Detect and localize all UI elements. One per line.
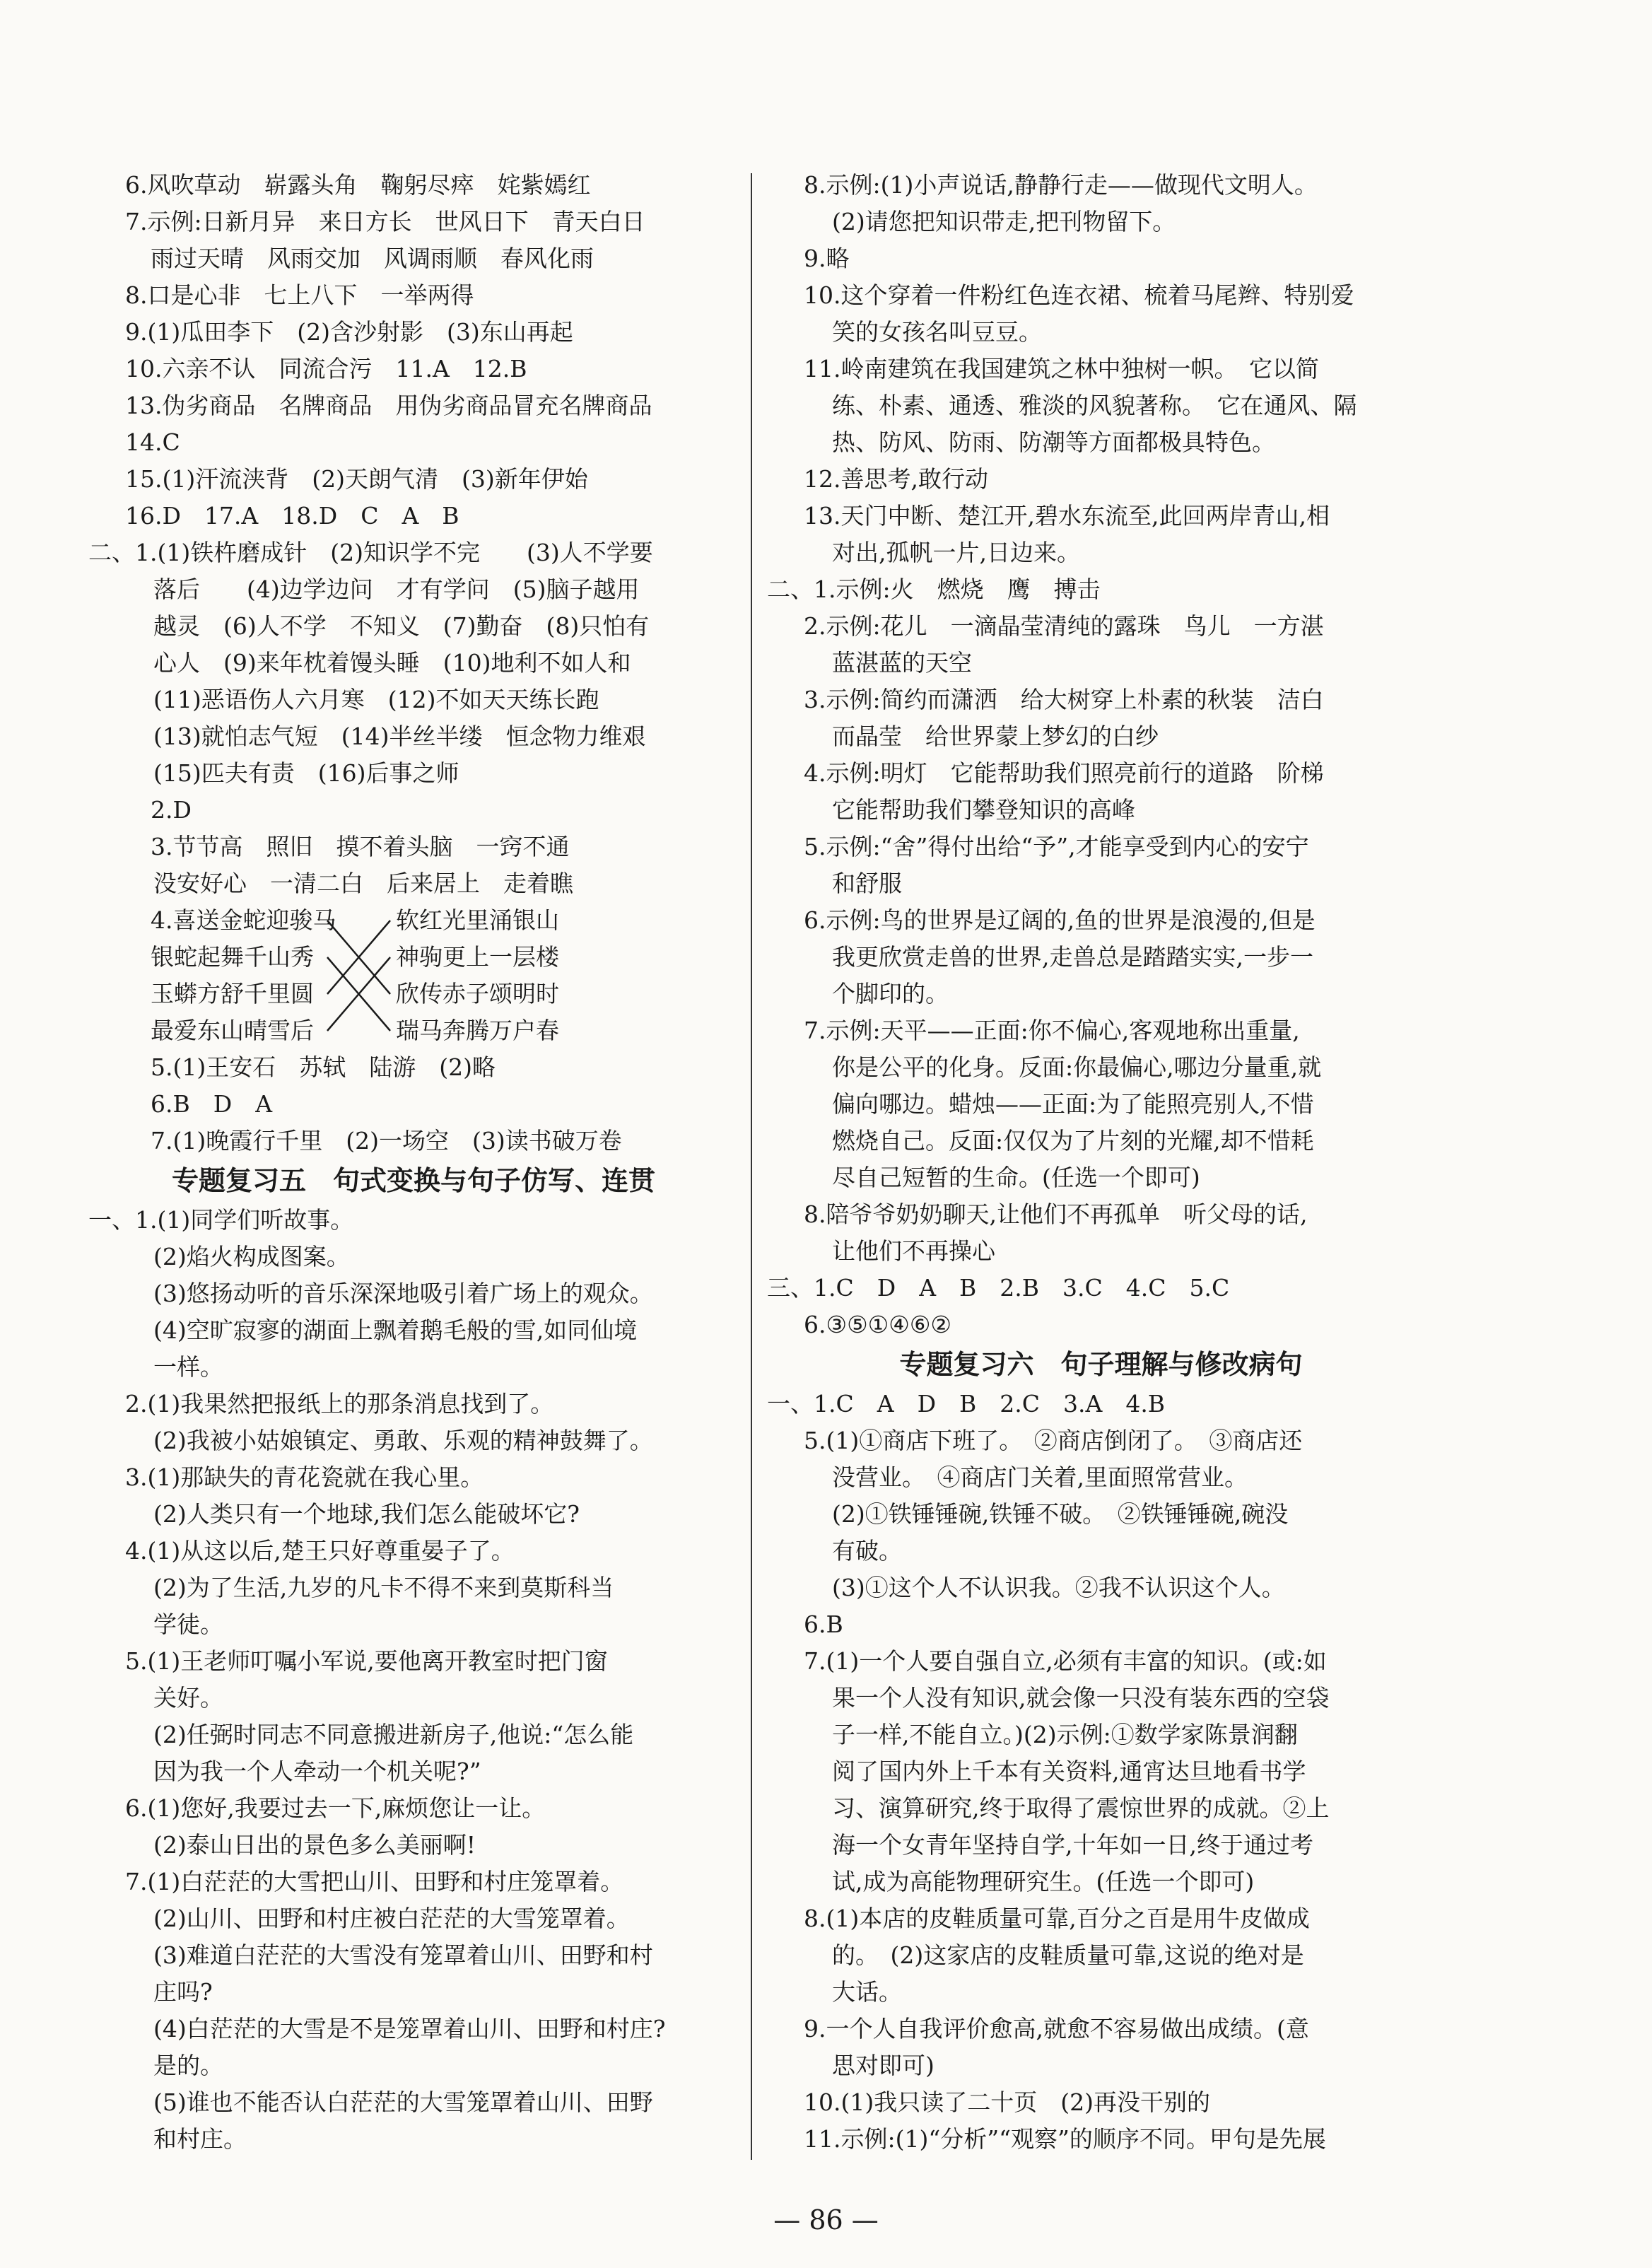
answer-line: 是的。 (153, 2052, 223, 2079)
answer-line: 13.伪劣商品 名牌商品 用伪劣商品冒充名牌商品 (125, 392, 652, 419)
answer-line: (2)人类只有一个地球,我们怎么能破坏它? (153, 1500, 580, 1528)
answer-line: 和村庄。 (153, 2125, 247, 2153)
answer-line: 9.(1)瓜田李下 (2)含沙射影 (3)东山再起 (125, 318, 573, 346)
answer-line: 3.节节高 照旧 摸不着头脑 一窍不通 (151, 833, 570, 860)
answer-line: (2)①铁锤锤碗,铁锤不破。 ②铁锤锤碗,碗没 (832, 1500, 1289, 1528)
answer-line: 4.示例:明灯 它能帮助我们照亮前行的道路 阶梯 (804, 759, 1324, 787)
answer-line: 子一样,不能自立。)(2)示例:①数学家陈景润翻 (832, 1721, 1298, 1748)
answer-line: (5)谁也不能否认白茫茫的大雪笼罩着山川、田野 (153, 2088, 653, 2116)
matching-right-list (396, 902, 559, 1049)
answer-line: 6.(1)您好,我要过去一下,麻烦您让一让。 (125, 1794, 546, 1822)
answer-line: 热、防风、防雨、防潮等方面都极具特色。 (832, 428, 1275, 456)
answer-line: (4)白茫茫的大雪是不是笼罩着山川、田野和村庄? (153, 2015, 666, 2042)
answer-line: 偏向哪边。蜡烛——正面:为了能照亮别人,不惜 (832, 1090, 1314, 1118)
answer-line: (2)泰山日出的景色多么美丽啊! (153, 1831, 476, 1859)
answer-line: 6.风吹草动 崭露头角 鞠躬尽瘁 姹紫嫣红 (125, 171, 591, 199)
answer-line: 越灵 (6)人不学 不知义 (7)勤奋 (8)只怕有 (153, 612, 650, 640)
answer-line: 学徒。 (153, 1611, 223, 1638)
couplet-matching (88, 902, 739, 1049)
answer-line: 2.(1)我果然把报纸上的那条消息找到了。 (125, 1390, 554, 1418)
answer-line: 12.善思考,敢行动 (804, 465, 988, 493)
section-heading-5: 专题复习五 句式变换与句子仿写、连贯 (171, 1165, 655, 1196)
left-column (88, 167, 739, 2158)
answer-line: (11)恶语伤人六月寒 (12)不如天天练长跑 (153, 686, 599, 713)
answer-line: 和舒服 (832, 870, 902, 897)
answer-line: 13.天门中断、楚江开,碧水东流至,此回两岸青山,相 (804, 502, 1330, 530)
answer-line: 落后 (4)边学边问 才有学问 (5)脑子越用 (153, 575, 640, 603)
answer-line: (2)焰火构成图案。 (153, 1243, 350, 1270)
answer-line: 因为我一个人牵动一个机关呢?” (153, 1758, 481, 1785)
answer-line: 关好。 (153, 1684, 223, 1712)
answer-line: (2)为了生活,九岁的凡卡不得不来到莫斯科当 (153, 1574, 614, 1601)
answer-line: 它能帮助我们攀登知识的高峰 (832, 796, 1135, 824)
answer-line: (3)①这个人不认识我。②我不认识这个人。 (832, 1574, 1285, 1601)
answer-line: (3)难道白茫茫的大雪没有笼罩着山川、田野和村 (153, 1941, 653, 1969)
answer-line: 庄吗? (153, 1978, 213, 2006)
answer-line: 练、朴素、通透、雅淡的风貌著称。 它在通风、隔 (832, 392, 1357, 419)
answer-line: (2)请您把知识带走,把刊物留下。 (832, 208, 1176, 235)
answer-line: 7.(1)晚霞行千里 (2)一场空 (3)读书破万卷 (151, 1127, 622, 1155)
question-number: 4. (151, 906, 173, 934)
answer-line: 6.③⑤①④⑥② (804, 1311, 951, 1338)
answer-line: 阅了国内外上千本有关资料,通宵达旦地看书学 (832, 1758, 1306, 1785)
answer-line: 8.陪爷爷奶奶聊天,让他们不再孤单 听父母的话, (804, 1200, 1308, 1228)
matching-left-item: 玉蟒方舒千里圆 (151, 980, 314, 1007)
answer-line: 8.口是心非 七上八下 一举两得 (125, 281, 474, 309)
answer-line: 二、1.示例:火 燃烧 鹰 搏击 (767, 575, 1101, 603)
answer-line: 一样。 (153, 1353, 223, 1381)
answer-line: 二、1.(1)铁杵磨成针 (2)知识学不完 (3)人不学要 (88, 539, 653, 566)
answer-line: 7.(1)一个人要自强自立,必须有丰富的知识。(或:如 (804, 1647, 1327, 1675)
answer-line: 而晶莹 给世界蒙上梦幻的白纱 (832, 723, 1159, 750)
answer-line: 3.(1)那缺失的青花瓷就在我心里。 (125, 1463, 484, 1491)
answer-line: 15.(1)汗流浃背 (2)天朗气清 (3)新年伊始 (125, 465, 588, 493)
answer-line: 7.示例:天平——正面:你不偏心,客观地称出重量, (804, 1017, 1300, 1044)
answer-line: 10.这个穿着一件粉红色连衣裙、梳着马尾辫、特别爱 (804, 281, 1354, 309)
matching-right-item: 欣传赤子颂明时 (396, 980, 559, 1007)
section-heading-6: 专题复习六 句子理解与修改病句 (899, 1349, 1303, 1380)
answer-line: 6.B D A (151, 1090, 273, 1118)
answer-line: 心人 (9)来年枕着馒头睡 (10)地利不如人和 (153, 649, 631, 677)
answer-line: 蓝湛蓝的天空 (832, 649, 972, 677)
answer-line: 5.(1)王安石 苏轼 陆游 (2)略 (151, 1053, 496, 1081)
answer-line: 没营业。 ④商店门关着,里面照常营业。 (832, 1463, 1248, 1491)
answer-line: 有破。 (832, 1537, 902, 1565)
answer-line: 没安好心 一清二白 后来居上 走着瞧 (153, 870, 573, 897)
matching-right-item: 软红光里涌银山 (396, 906, 559, 934)
matching-left-item: 银蛇起舞千山秀 (151, 943, 314, 971)
answer-line: 试,成为高能物理研究生。(任选一个即可) (832, 1868, 1255, 1895)
answer-line: 9.一个人自我评价愈高,就愈不容易做出成绩。(意 (804, 2015, 1309, 2042)
answer-line: 习、演算研究,终于取得了震惊世界的成就。②上 (832, 1794, 1330, 1822)
answer-line: 5.示例:“舍”得付出给“予”,才能享受到内心的安宁 (804, 833, 1309, 860)
answer-line: 雨过天晴 风雨交加 风调雨顺 春风化雨 (151, 245, 594, 272)
answer-line: 大话。 (832, 1978, 902, 2006)
matching-left-item: 最爱东山晴雪后 (151, 1017, 314, 1044)
answer-line: (2)我被小姑娘镇定、勇敢、乐观的精神鼓舞了。 (153, 1427, 653, 1454)
answer-line: 三、1.C D A B 2.B 3.C 4.C 5.C (767, 1274, 1230, 1302)
right-column (767, 167, 1435, 2158)
answer-line: (2)山川、田野和村庄被白茫茫的大雪笼罩着。 (153, 1905, 630, 1932)
answer-line: 6.B (804, 1611, 843, 1638)
matching-lines (322, 902, 396, 1049)
answer-line: 6.示例:鸟的世界是辽阔的,鱼的世界是浪漫的,但是 (804, 906, 1316, 934)
answer-line: 我更欣赏走兽的世界,走兽总是踏踏实实,一步一 (832, 943, 1313, 971)
answer-line: 7.(1)白茫茫的大雪把山川、田野和村庄笼罩着。 (125, 1868, 624, 1895)
answer-line: 7.示例:日新月异 来日方长 世风日下 青天白日 (125, 208, 645, 235)
answer-line: 3.示例:简约而潇洒 给大树穿上朴素的秋装 洁白 (804, 686, 1324, 713)
answer-line: 9.略 (804, 245, 850, 272)
answer-line: (13)就怕志气短 (14)半丝半缕 恒念物力维艰 (153, 723, 646, 750)
answer-line: 16.D 17.A 18.D C A B (125, 502, 459, 530)
answer-line: 个脚印的。 (832, 980, 949, 1007)
answer-line: 14.C (125, 428, 180, 456)
answer-line: 4.(1)从这以后,楚王只好尊重晏子了。 (125, 1537, 515, 1565)
answer-line: 尽自己短暂的生命。(任选一个即可) (832, 1164, 1200, 1191)
answer-line: 10.六亲不认 同流合污 11.A 12.B (125, 355, 527, 382)
column-divider (751, 173, 752, 2160)
answer-line: 11.示例:(1)“分析”“观察”的顺序不同。甲句是先展 (804, 2125, 1326, 2153)
page-number: — 86 — (773, 2204, 879, 2235)
answer-line: 你是公平的化身。反面:你最偏心,哪边分量重,就 (832, 1053, 1322, 1081)
answer-line: (15)匹夫有责 (16)后事之师 (153, 759, 459, 787)
answer-line: 8.(1)本店的皮鞋质量可靠,百分之百是用牛皮做成 (804, 1905, 1310, 1932)
answer-line: (4)空旷寂寥的湖面上飘着鹅毛般的雪,如同仙境 (153, 1316, 638, 1344)
answer-line: 海一个女青年坚持自学,十年如一日,终于通过考 (832, 1831, 1313, 1859)
answer-line: 一、1.C A D B 2.C 3.A 4.B (767, 1390, 1166, 1418)
answer-line: 燃烧自己。反面:仅仅为了片刻的光耀,却不惜耗 (832, 1127, 1314, 1155)
answer-line: 让他们不再操心 (832, 1237, 995, 1265)
matching-right-item: 瑞马奔腾万户春 (396, 1017, 559, 1044)
answer-line: 10.(1)我只读了二十页 (2)再没干别的 (804, 2088, 1210, 2116)
answer-line: (2)任弼时同志不同意搬进新房子,他说:“怎么能 (153, 1721, 634, 1748)
matching-right-item: 神驹更上一层楼 (396, 943, 559, 971)
answer-line: 5.(1)①商店下班了。 ②商店倒闭了。 ③商店还 (804, 1427, 1303, 1454)
matching-left-item: 4.喜送金蛇迎骏马 (151, 906, 336, 934)
answer-line: (3)悠扬动听的音乐深深地吸引着广场上的观众。 (153, 1280, 653, 1307)
answer-line: 5.(1)王老师叮嘱小军说,要他离开教室时把门窗 (125, 1647, 608, 1675)
answer-line: 2.示例:花儿 一滴晶莹清纯的露珠 鸟儿 一方湛 (804, 612, 1324, 640)
answer-line: 的。 (2)这家店的皮鞋质量可靠,这说的绝对是 (832, 1941, 1304, 1969)
answer-line: 8.示例:(1)小声说话,静静行走——做现代文明人。 (804, 171, 1318, 199)
answer-line: 2.D (151, 796, 192, 824)
matching-left-list (151, 902, 336, 1049)
answer-line: 对出,孤帆一片,日边来。 (832, 539, 1080, 566)
answer-line: 思对即可) (832, 2052, 935, 2079)
answer-line: 一、1.(1)同学们听故事。 (88, 1206, 354, 1234)
answer-line: 11.岭南建筑在我国建筑之林中独树一帜。 它以简 (804, 355, 1319, 382)
answer-line: 笑的女孩名叫豆豆。 (832, 318, 1042, 346)
answer-line: 果一个人没有知识,就会像一只没有装东西的空袋 (832, 1684, 1330, 1712)
